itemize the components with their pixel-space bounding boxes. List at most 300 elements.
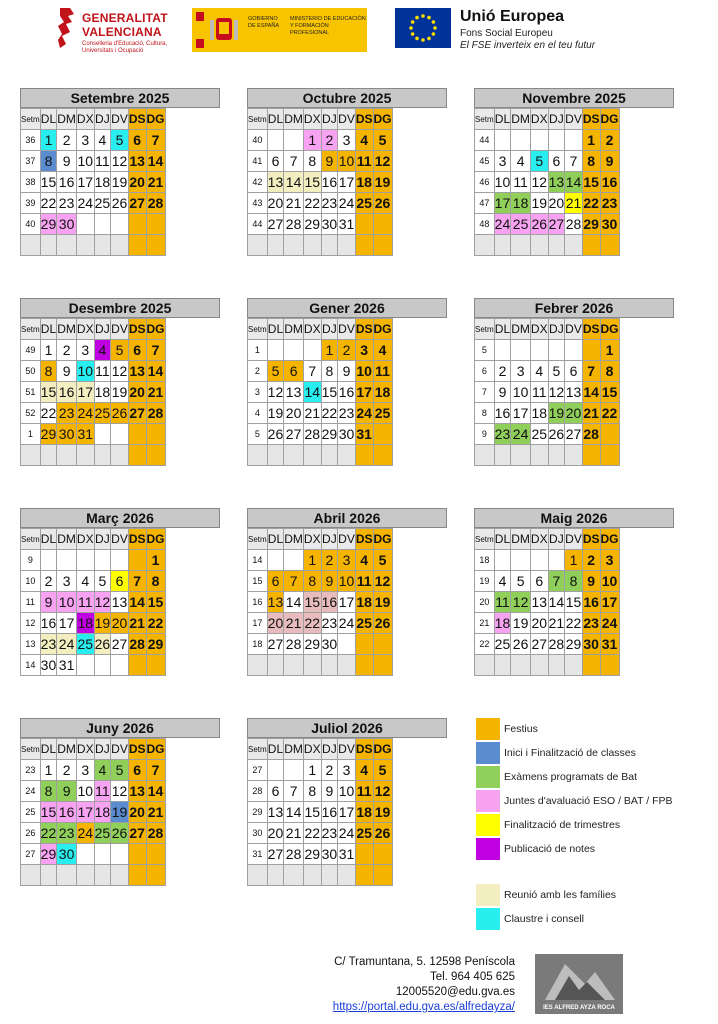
day-cell: 30: [40, 655, 57, 676]
day-cell: 13: [111, 592, 129, 613]
day-header: DV: [565, 529, 583, 550]
month-grid: [247, 108, 393, 256]
day-cell: [57, 550, 77, 571]
day-cell: 20: [128, 382, 146, 403]
day-cell: 13: [128, 361, 146, 382]
week-row: [21, 382, 166, 403]
day-cell: [355, 655, 373, 676]
day-header: DV: [111, 109, 129, 130]
week-number: 8: [475, 403, 495, 424]
day-cell: 7: [284, 781, 304, 802]
week-row: [248, 382, 393, 403]
spain-flag-icon: [196, 12, 204, 48]
day-cell: 14: [565, 172, 583, 193]
day-cell: 23: [57, 403, 77, 424]
day-header: DJ: [548, 109, 565, 130]
day-cell: 27: [565, 424, 583, 445]
day-cell: 28: [128, 634, 146, 655]
day-cell: 25: [373, 403, 392, 424]
week-number: 9: [21, 550, 41, 571]
day-cell: 7: [146, 340, 165, 361]
day-header: Setm: [21, 109, 41, 130]
day-header: DS: [582, 319, 600, 340]
day-cell: 10: [76, 361, 94, 382]
day-cell: 13: [548, 172, 565, 193]
school-website-link[interactable]: https://portal.edu.gva.es/alfredayza/: [332, 1001, 515, 1013]
day-cell: 26: [373, 193, 392, 214]
week-row: [21, 634, 166, 655]
day-cell: 19: [373, 802, 392, 823]
coat-of-arms-icon: [208, 14, 240, 46]
week-number: 12: [21, 613, 41, 634]
day-cell: [303, 865, 321, 886]
day-cell: 12: [111, 151, 129, 172]
day-cell: 11: [355, 781, 373, 802]
week-number: 20: [475, 592, 495, 613]
month-title: Maig 2026: [474, 508, 674, 528]
week-row: [248, 844, 393, 865]
day-cell: [321, 235, 338, 256]
day-header: DJ: [94, 319, 111, 340]
day-cell: 17: [76, 172, 94, 193]
day-cell: 23: [321, 823, 338, 844]
day-header: DX: [530, 529, 548, 550]
day-cell: 30: [57, 844, 77, 865]
day-cell: [303, 445, 321, 466]
day-cell: [76, 865, 94, 886]
week-row: [21, 361, 166, 382]
week-number: 31: [248, 844, 268, 865]
day-header: DM: [57, 739, 77, 760]
day-cell: 3: [338, 760, 356, 781]
day-header: DM: [284, 319, 304, 340]
day-cell: 8: [565, 571, 583, 592]
day-cell: 7: [284, 571, 304, 592]
day-cell: 23: [321, 193, 338, 214]
day-cell: 1: [40, 130, 57, 151]
day-cell: 25: [94, 823, 111, 844]
day-header: DL: [267, 739, 284, 760]
legend-item: [476, 766, 716, 788]
day-cell: 8: [321, 361, 338, 382]
day-header: DS: [582, 109, 600, 130]
legend-swatch: [476, 766, 500, 788]
legend-swatch: [476, 838, 500, 860]
week-number: 13: [21, 634, 41, 655]
day-cell: 11: [94, 781, 111, 802]
day-cell: 15: [40, 172, 57, 193]
day-cell: 1: [146, 550, 165, 571]
day-cell: 28: [548, 634, 565, 655]
day-cell: 10: [338, 781, 356, 802]
day-cell: 9: [321, 151, 338, 172]
day-cell: [600, 655, 619, 676]
day-cell: 3: [76, 340, 94, 361]
day-cell: 16: [321, 172, 338, 193]
day-cell: 11: [511, 172, 531, 193]
day-cell: 2: [321, 760, 338, 781]
day-cell: 4: [355, 550, 373, 571]
day-cell: [530, 550, 548, 571]
day-header: DM: [511, 529, 531, 550]
day-cell: 19: [373, 592, 392, 613]
day-cell: 18: [494, 613, 511, 634]
day-cell: 6: [267, 571, 284, 592]
day-cell: 2: [321, 130, 338, 151]
day-cell: 29: [303, 634, 321, 655]
day-cell: [40, 865, 57, 886]
day-cell: [111, 550, 129, 571]
day-cell: 6: [128, 130, 146, 151]
day-cell: [511, 550, 531, 571]
week-number: 46: [475, 172, 495, 193]
day-cell: [373, 235, 392, 256]
month-grid: [474, 318, 620, 466]
day-cell: 20: [267, 613, 284, 634]
day-cell: [303, 655, 321, 676]
day-cell: 27: [128, 403, 146, 424]
legend-label: Festius: [504, 723, 538, 735]
day-cell: 20: [128, 802, 146, 823]
day-cell: [284, 655, 304, 676]
legend-label: Inici i Finalització de classes: [504, 747, 636, 759]
legend-label: Publicació de notes: [504, 843, 596, 855]
day-cell: 15: [303, 592, 321, 613]
address: C/ Tramuntana, 5. 12598 Peníscola: [334, 956, 515, 968]
day-cell: 31: [338, 214, 356, 235]
day-cell: [600, 445, 619, 466]
day-cell: 5: [548, 361, 565, 382]
week-number: 40: [248, 130, 268, 151]
day-cell: [338, 445, 356, 466]
week-number: [21, 235, 41, 256]
week-number: 30: [248, 823, 268, 844]
day-header: DS: [355, 319, 373, 340]
week-number: 1: [248, 340, 268, 361]
week-number: 22: [475, 634, 495, 655]
day-header: DS: [128, 529, 146, 550]
week-row: [21, 802, 166, 823]
day-cell: [76, 214, 94, 235]
week-number: 28: [248, 781, 268, 802]
day-cell: 1: [303, 760, 321, 781]
day-cell: [284, 445, 304, 466]
day-header: DL: [40, 739, 57, 760]
day-cell: 5: [111, 760, 129, 781]
legend-item: [476, 884, 716, 906]
day-cell: 9: [57, 361, 77, 382]
day-header: DX: [76, 319, 94, 340]
day-cell: [94, 424, 111, 445]
day-cell: [355, 865, 373, 886]
day-header: DS: [355, 529, 373, 550]
day-cell: [582, 655, 600, 676]
day-cell: 28: [303, 424, 321, 445]
day-cell: 25: [530, 424, 548, 445]
day-cell: [565, 445, 583, 466]
day-cell: [57, 445, 77, 466]
day-cell: 25: [94, 193, 111, 214]
day-cell: 26: [267, 424, 284, 445]
day-header: DL: [267, 529, 284, 550]
day-cell: [128, 235, 146, 256]
day-cell: 21: [128, 613, 146, 634]
day-cell: 2: [494, 361, 511, 382]
day-cell: 15: [600, 382, 619, 403]
day-cell: 16: [600, 172, 619, 193]
day-cell: 24: [76, 193, 94, 214]
day-cell: [111, 235, 129, 256]
day-cell: 21: [284, 613, 304, 634]
week-row: [248, 172, 393, 193]
day-cell: 13: [128, 781, 146, 802]
gva-line3: Conselleria d'Educació, Cultura, Universitats i Ocupació: [82, 41, 168, 54]
day-cell: [76, 655, 94, 676]
day-cell: 5: [111, 130, 129, 151]
day-cell: 4: [530, 361, 548, 382]
day-cell: 6: [128, 340, 146, 361]
day-cell: 1: [40, 340, 57, 361]
day-header: DJ: [548, 319, 565, 340]
day-cell: 22: [565, 613, 583, 634]
day-cell: 24: [494, 214, 511, 235]
day-cell: [565, 235, 583, 256]
day-cell: 17: [338, 802, 356, 823]
day-header: DG: [146, 109, 165, 130]
day-cell: 21: [284, 823, 304, 844]
day-cell: 14: [582, 382, 600, 403]
day-cell: [94, 214, 111, 235]
week-number: 14: [248, 550, 268, 571]
day-header: DL: [267, 319, 284, 340]
day-cell: 17: [57, 613, 77, 634]
week-number: 6: [475, 361, 495, 382]
day-cell: 1: [582, 130, 600, 151]
week-row: [475, 151, 620, 172]
day-cell: [284, 550, 304, 571]
week-row: [475, 613, 620, 634]
day-cell: [267, 760, 284, 781]
day-cell: 7: [565, 151, 583, 172]
day-cell: 22: [40, 823, 57, 844]
day-cell: 24: [76, 403, 94, 424]
day-cell: 24: [57, 634, 77, 655]
week-number: 40: [21, 214, 41, 235]
week-number: [248, 445, 268, 466]
day-cell: 29: [40, 424, 57, 445]
day-cell: 5: [511, 571, 531, 592]
day-header: Setm: [248, 739, 268, 760]
month-grid: [20, 528, 166, 676]
day-cell: [373, 214, 392, 235]
day-header: DG: [146, 739, 165, 760]
day-cell: 14: [146, 781, 165, 802]
week-row: [21, 403, 166, 424]
day-cell: [94, 235, 111, 256]
day-cell: [565, 655, 583, 676]
day-cell: 25: [355, 613, 373, 634]
day-cell: 16: [40, 613, 57, 634]
week-row: [475, 172, 620, 193]
day-cell: 15: [582, 172, 600, 193]
day-header: DJ: [94, 529, 111, 550]
day-cell: [111, 445, 129, 466]
week-row: [248, 130, 393, 151]
day-cell: 28: [146, 403, 165, 424]
day-cell: 5: [373, 760, 392, 781]
day-cell: 22: [303, 823, 321, 844]
day-header: DL: [494, 319, 511, 340]
day-cell: [128, 655, 146, 676]
day-cell: 6: [284, 361, 304, 382]
day-cell: 10: [511, 382, 531, 403]
day-header: DL: [267, 109, 284, 130]
day-cell: 27: [128, 823, 146, 844]
day-cell: 18: [76, 613, 94, 634]
day-cell: 28: [284, 214, 304, 235]
week-row: [21, 571, 166, 592]
day-cell: 2: [321, 550, 338, 571]
day-cell: 29: [303, 214, 321, 235]
day-cell: [511, 340, 531, 361]
month-title: Juny 2026: [20, 718, 220, 738]
day-cell: [494, 235, 511, 256]
day-cell: 27: [284, 424, 304, 445]
day-cell: [94, 655, 111, 676]
day-cell: 3: [76, 130, 94, 151]
day-cell: [530, 235, 548, 256]
day-cell: [548, 445, 565, 466]
day-cell: 16: [57, 802, 77, 823]
day-cell: [267, 445, 284, 466]
day-cell: 26: [373, 613, 392, 634]
day-cell: 3: [57, 571, 77, 592]
day-cell: 16: [494, 403, 511, 424]
day-header: DM: [511, 109, 531, 130]
day-cell: 22: [146, 613, 165, 634]
day-cell: 30: [321, 844, 338, 865]
day-cell: [146, 214, 165, 235]
day-cell: 14: [128, 592, 146, 613]
day-cell: 30: [338, 424, 356, 445]
day-cell: 13: [128, 151, 146, 172]
day-cell: 4: [373, 340, 392, 361]
day-cell: 8: [303, 571, 321, 592]
week-number: [248, 865, 268, 886]
month-grid: [247, 318, 393, 466]
day-cell: 24: [338, 613, 356, 634]
day-cell: [600, 235, 619, 256]
week-row: [248, 193, 393, 214]
day-cell: 1: [321, 340, 338, 361]
day-header: DJ: [321, 319, 338, 340]
week-row: [475, 634, 620, 655]
day-cell: 26: [111, 823, 129, 844]
day-cell: 4: [355, 760, 373, 781]
day-cell: [267, 340, 284, 361]
day-cell: [94, 865, 111, 886]
day-cell: 14: [284, 802, 304, 823]
day-cell: [76, 235, 94, 256]
week-row: [248, 550, 393, 571]
day-cell: 9: [321, 781, 338, 802]
day-cell: 2: [57, 340, 77, 361]
week-row: [248, 235, 393, 256]
legend-label: Claustre i consell: [504, 913, 584, 925]
day-cell: 18: [94, 172, 111, 193]
day-cell: [111, 214, 129, 235]
day-cell: 19: [111, 172, 129, 193]
day-cell: [94, 445, 111, 466]
week-row: [248, 760, 393, 781]
day-cell: 7: [146, 130, 165, 151]
week-number: 25: [21, 802, 41, 823]
week-row: [248, 403, 393, 424]
day-cell: 7: [128, 571, 146, 592]
day-cell: [111, 865, 129, 886]
day-cell: 11: [494, 592, 511, 613]
day-cell: 22: [40, 193, 57, 214]
school-name: IES ALFRED AYZA ROCA: [543, 1005, 615, 1011]
week-number: 14: [21, 655, 41, 676]
day-cell: 23: [40, 634, 57, 655]
day-cell: 11: [94, 151, 111, 172]
legend-item: [476, 742, 716, 764]
week-row: [21, 655, 166, 676]
eu-flag-icon: [395, 8, 451, 48]
day-cell: [355, 214, 373, 235]
day-cell: 7: [146, 760, 165, 781]
ministry-government: GOBIERNO DE ESPAÑA: [248, 16, 280, 29]
week-number: 26: [21, 823, 41, 844]
day-cell: 3: [338, 130, 356, 151]
week-number: [475, 655, 495, 676]
legend-item: [476, 814, 716, 836]
day-cell: [530, 130, 548, 151]
week-row: [475, 424, 620, 445]
day-cell: 14: [284, 172, 304, 193]
week-row: [248, 445, 393, 466]
month-grid: [474, 528, 620, 676]
day-cell: 28: [284, 844, 304, 865]
day-header: DJ: [94, 739, 111, 760]
day-cell: 6: [267, 151, 284, 172]
day-cell: 16: [321, 592, 338, 613]
day-cell: 5: [267, 361, 284, 382]
day-cell: 22: [40, 403, 57, 424]
day-cell: 22: [303, 193, 321, 214]
week-number: 16: [248, 592, 268, 613]
day-cell: [40, 445, 57, 466]
week-row: [21, 214, 166, 235]
day-cell: 13: [267, 802, 284, 823]
day-cell: 9: [40, 592, 57, 613]
day-header: DS: [128, 739, 146, 760]
day-cell: 24: [355, 403, 373, 424]
week-number: 27: [21, 844, 41, 865]
day-cell: [284, 235, 304, 256]
day-cell: 22: [600, 403, 619, 424]
day-cell: 6: [128, 760, 146, 781]
day-header: Setm: [475, 109, 495, 130]
day-cell: [355, 235, 373, 256]
day-cell: 6: [565, 361, 583, 382]
day-cell: 24: [511, 424, 531, 445]
week-row: [248, 823, 393, 844]
day-header: DG: [600, 319, 619, 340]
day-cell: [511, 655, 531, 676]
day-cell: [373, 865, 392, 886]
